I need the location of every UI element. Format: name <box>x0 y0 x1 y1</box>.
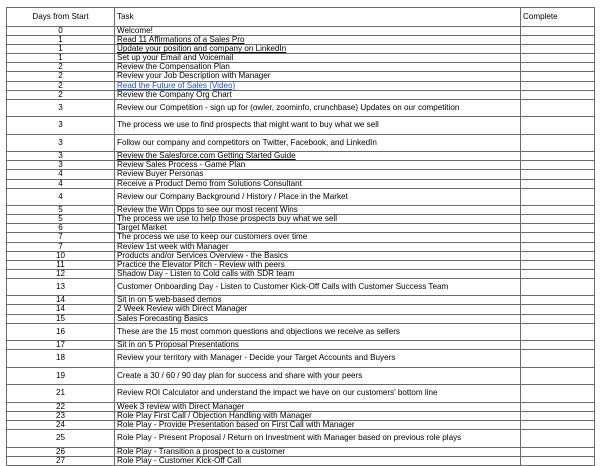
days-cell: 14 <box>7 296 115 305</box>
table-row <box>7 81 595 90</box>
table-row <box>7 206 595 215</box>
table-row <box>7 188 595 206</box>
complete-cell[interactable] <box>521 251 595 260</box>
complete-cell[interactable] <box>521 323 595 341</box>
complete-cell[interactable] <box>521 269 595 278</box>
complete-cell[interactable] <box>521 206 595 215</box>
table-row <box>7 296 595 305</box>
days-cell: 14 <box>7 305 115 314</box>
table-row <box>7 305 595 314</box>
table-row <box>7 420 595 429</box>
days-cell: 19 <box>7 367 115 385</box>
days-cell: 2 <box>7 72 115 81</box>
task-cell: Customer Onboarding Day - Listen to Customer Kick-Off Calls with Customer Success Team <box>115 278 521 296</box>
days-cell: 4 <box>7 179 115 188</box>
complete-cell[interactable] <box>521 188 595 206</box>
table-row <box>7 233 595 242</box>
days-cell: 0 <box>7 27 115 36</box>
complete-cell[interactable] <box>521 305 595 314</box>
complete-cell[interactable] <box>521 341 595 350</box>
complete-cell[interactable] <box>521 314 595 323</box>
table-row <box>7 27 595 36</box>
task-cell: Review Sales Process - Game Plan <box>115 161 521 170</box>
task-cell: Set up your Email and Voicemail <box>115 54 521 63</box>
table-row <box>7 63 595 72</box>
table-row <box>7 90 595 99</box>
task-cell: Products and/or Services Overview - the Basics <box>115 251 521 260</box>
days-cell: 16 <box>7 323 115 341</box>
days-cell: 15 <box>7 314 115 323</box>
complete-cell[interactable] <box>521 233 595 242</box>
complete-cell[interactable] <box>521 45 595 54</box>
task-cell: Review the Win Opps to see our most recent Wins <box>115 206 521 215</box>
task-cell: Role Play - Provide Presentation based on First Call with Manager <box>115 420 521 429</box>
complete-cell[interactable] <box>521 54 595 63</box>
complete-cell[interactable] <box>521 350 595 368</box>
table-row <box>7 179 595 188</box>
onboarding-checklist <box>6 7 594 466</box>
complete-cell[interactable] <box>521 27 595 36</box>
task-cell: Review your territory with Manager - Decide your Target Accounts and Buyers <box>115 350 521 368</box>
task-link[interactable]: Read the Future of Sales (Video) <box>117 81 236 90</box>
days-cell: 4 <box>7 188 115 206</box>
days-cell: 5 <box>7 215 115 224</box>
days-cell: 5 <box>7 206 115 215</box>
days-cell: 6 <box>7 224 115 233</box>
days-cell: 22 <box>7 402 115 411</box>
task-cell: Shadow Day - Listen to Cold calls with SDR team <box>115 269 521 278</box>
table-row <box>7 314 595 323</box>
days-cell: 11 <box>7 260 115 269</box>
table-row <box>7 152 595 161</box>
complete-cell[interactable] <box>521 260 595 269</box>
task-cell: These are the 15 most common questions and objections we receive as sellers <box>115 323 521 341</box>
complete-cell[interactable] <box>521 224 595 233</box>
days-cell: 7 <box>7 242 115 251</box>
task-cell: 2 Week Review with Direct Manager <box>115 305 521 314</box>
days-cell: 2 <box>7 81 115 90</box>
table-row <box>7 170 595 179</box>
task-cell: Role Play - Transition a prospect to a customer <box>115 447 521 456</box>
task-cell: Review Buyer Personas <box>115 170 521 179</box>
table-row <box>7 161 595 170</box>
task-cell: Sit in on 5 Proposal Presentations <box>115 341 521 350</box>
table-row <box>7 411 595 420</box>
days-cell: 3 <box>7 161 115 170</box>
complete-cell[interactable] <box>521 81 595 90</box>
table-row <box>7 447 595 456</box>
table-row <box>7 224 595 233</box>
days-cell: 13 <box>7 278 115 296</box>
table-row <box>7 278 595 296</box>
complete-cell[interactable] <box>521 72 595 81</box>
task-cell: The process we use to find prospects that might want to buy what we sell <box>115 117 521 135</box>
task-cell: The process we use to keep our customers over time <box>115 233 521 242</box>
complete-cell[interactable] <box>521 152 595 161</box>
task-cell: Review our Company Background / History / Place in the Market <box>115 188 521 206</box>
task-cell: Welcome! <box>115 27 521 36</box>
days-cell: 1 <box>7 36 115 45</box>
complete-cell[interactable] <box>521 215 595 224</box>
task-cell: Create a 30 / 60 / 90 day plan for success and share with your peers <box>115 367 521 385</box>
complete-cell[interactable] <box>521 134 595 152</box>
table-row <box>7 54 595 63</box>
complete-cell[interactable] <box>521 420 595 429</box>
table-row <box>7 402 595 411</box>
task-cell: The process we use to help those prospects buy what we sell <box>115 215 521 224</box>
table-row <box>7 430 595 448</box>
days-cell: 3 <box>7 152 115 161</box>
complete-cell[interactable] <box>521 385 595 403</box>
task-cell: Week 3 review with Direct Manager <box>115 402 521 411</box>
complete-cell[interactable] <box>521 117 595 135</box>
table-row <box>7 45 595 54</box>
complete-cell[interactable] <box>521 402 595 411</box>
complete-cell[interactable] <box>521 278 595 296</box>
days-cell: 3 <box>7 134 115 152</box>
table-row <box>7 215 595 224</box>
days-cell: 18 <box>7 350 115 368</box>
table-row <box>7 367 595 385</box>
table-row <box>7 456 595 465</box>
complete-cell[interactable] <box>521 36 595 45</box>
complete-cell[interactable] <box>521 242 595 251</box>
complete-cell[interactable] <box>521 99 595 117</box>
days-cell: 10 <box>7 251 115 260</box>
task-link[interactable]: Review the Salesforce.com Getting Started Guide <box>117 151 296 161</box>
complete-cell[interactable] <box>521 170 595 179</box>
days-cell: 17 <box>7 341 115 350</box>
task-cell: Review 1st week with Manager <box>115 242 521 251</box>
complete-cell[interactable] <box>521 296 595 305</box>
task-cell: Review ROI Calculator and understand the impact we have on our customers' bottom line <box>115 385 521 403</box>
days-cell: 24 <box>7 420 115 429</box>
task-cell: Review the Compensation Plan <box>115 63 521 72</box>
complete-cell[interactable] <box>521 411 595 420</box>
table-row <box>7 36 595 45</box>
task-link[interactable]: Update your position and company on LinkedIn <box>117 44 287 54</box>
days-cell: 3 <box>7 117 115 135</box>
days-cell: 25 <box>7 430 115 448</box>
days-cell: 4 <box>7 170 115 179</box>
task-cell: Review the Company Org Chart <box>115 90 521 99</box>
header-row <box>7 8 595 27</box>
table-row <box>7 251 595 260</box>
complete-cell[interactable] <box>521 430 595 448</box>
days-cell: 2 <box>7 90 115 99</box>
table-row <box>7 72 595 81</box>
task-cell: Receive a Product Demo from Solutions Consultant <box>115 179 521 188</box>
table-row <box>7 242 595 251</box>
task-cell: Follow our company and competitors on Twitter, Facebook, and LinkedIn <box>115 134 521 152</box>
table-row <box>7 323 595 341</box>
table-row <box>7 260 595 269</box>
table-row <box>7 341 595 350</box>
days-cell: 2 <box>7 63 115 72</box>
task-cell: Role Play - Customer Kick-Off Call <box>115 456 521 465</box>
task-cell: Review our Competition - sign up for (owler, zoominfo, crunchbase) Updates on our competition <box>115 99 521 117</box>
header-complete: Complete <box>521 8 595 27</box>
complete-cell[interactable] <box>521 90 595 99</box>
complete-cell[interactable] <box>521 447 595 456</box>
days-cell: 23 <box>7 411 115 420</box>
days-cell: 27 <box>7 456 115 465</box>
task-link[interactable]: Read 11 Affirmations of a Sales Pro <box>117 35 245 45</box>
header-task: Task <box>115 8 521 27</box>
complete-cell[interactable] <box>521 63 595 72</box>
complete-cell[interactable] <box>521 179 595 188</box>
days-cell: 12 <box>7 269 115 278</box>
table-row <box>7 117 595 135</box>
table-row <box>7 134 595 152</box>
days-cell: 21 <box>7 385 115 403</box>
complete-cell[interactable] <box>521 456 595 465</box>
table-row <box>7 385 595 403</box>
complete-cell[interactable] <box>521 367 595 385</box>
days-cell: 3 <box>7 99 115 117</box>
checklist-table <box>6 7 595 466</box>
days-cell: 26 <box>7 447 115 456</box>
days-cell: 1 <box>7 54 115 63</box>
days-cell: 7 <box>7 233 115 242</box>
days-cell: 1 <box>7 45 115 54</box>
task-cell: Role Play - Present Proposal / Return on Investment with Manager based on previous role plays <box>115 430 521 448</box>
table-row <box>7 99 595 117</box>
task-cell: Review your Job Description with Manager <box>115 72 521 81</box>
task-cell: Role Play First Call / Objection Handling with Manager <box>115 411 521 420</box>
header-days: Days from Start <box>7 8 115 27</box>
task-cell: Sit in on 5 web-based demos <box>115 296 521 305</box>
task-cell: Sales Forecasting Basics <box>115 314 521 323</box>
task-cell: Practice the Elevator Pitch - Review with peers <box>115 260 521 269</box>
table-row <box>7 269 595 278</box>
table-row <box>7 350 595 368</box>
complete-cell[interactable] <box>521 161 595 170</box>
task-cell: Target Market <box>115 224 521 233</box>
